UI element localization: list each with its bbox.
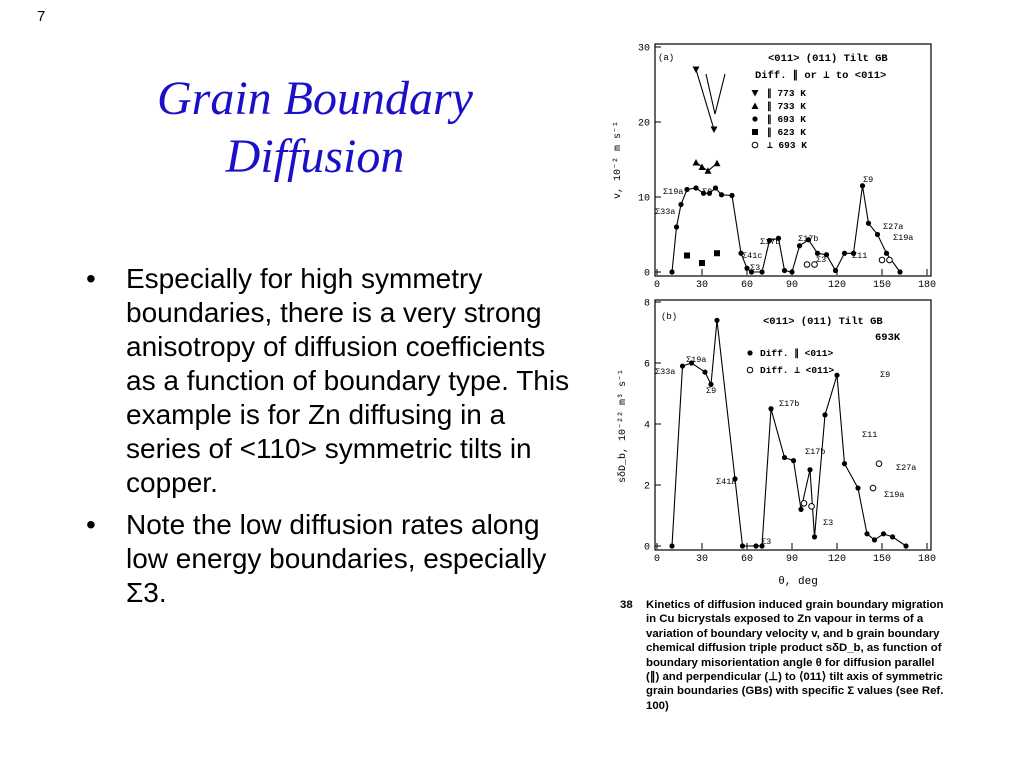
data-point-dot (714, 318, 719, 323)
data-point-dot (890, 534, 895, 539)
x-tick-label: 60 (740, 554, 754, 565)
x-tick-label: 120 (827, 554, 847, 565)
sigma-label: Σ9 (863, 175, 874, 185)
x-tick-label: 0 (653, 280, 661, 291)
bullet-text: Especially for high symmetry boundaries, there is a very strong anisotropy of diffusion coefficients as a function of boundary type. This example is for Zn diffusing in a series of <110> symmetric tilts in copper. (126, 263, 570, 498)
data-point-dot (897, 269, 902, 274)
panel-b-annotations (655, 355, 916, 547)
sigma-label: Σ19a (884, 490, 905, 500)
data-point-square (714, 250, 720, 256)
x-tick-label: 180 (917, 554, 937, 565)
data-point-triangle-down (752, 90, 759, 97)
legend-label: ∥ 693 K (767, 114, 806, 125)
figure-caption (620, 598, 950, 713)
y-tick-label: 0 (643, 542, 650, 554)
data-point-dot (822, 412, 827, 417)
panel-a-title-1: <011> (011) Tilt GB (768, 53, 888, 65)
legend-label: ∥ 773 K (767, 88, 806, 99)
y-tick-label: 4 (643, 420, 650, 432)
data-point-dot (903, 543, 908, 548)
x-tick-label: 120 (827, 280, 847, 291)
arrow-line (715, 74, 725, 114)
slide-number: 7 (37, 8, 46, 25)
x-tick-label: 30 (695, 554, 709, 565)
y-tick-label: 2 (643, 481, 650, 493)
data-point-open (801, 501, 807, 507)
data-point-dot (693, 185, 698, 190)
data-point-dot (719, 192, 724, 197)
x-axis-label: θ, deg (778, 576, 818, 588)
data-point-dot (884, 251, 889, 256)
legend-label: ∥ 623 K (767, 127, 806, 138)
data-point-dot (782, 455, 787, 460)
data-point-dot (713, 185, 718, 190)
data-point-dot (872, 537, 877, 542)
data-point-open (804, 262, 810, 268)
legend-label: ⊥ 693 K (767, 140, 807, 151)
sigma-label: Σ9 (880, 370, 891, 380)
data-point-square (699, 260, 705, 266)
caption-text: Kinetics of diffusion induced grain boundary migration in Cu bicrystals exposed to Zn vapour in terms of a variation of boundary velocity v, and b grain boundary chemical diffusion triple product sδD_b, as function of boundary misorientation angle θ for diffusion parallel (∥) and perpendicular (⊥) to ⟨011⟩ tilt axis of symmetric grain boundaries (GBs) with specific Σ values (see Ref. 100) (646, 599, 944, 712)
sigma-label: Σ17b (779, 399, 800, 409)
data-point-dot (684, 187, 689, 192)
x-tick-label: 150 (872, 280, 892, 291)
y-tick-label: 0 (643, 268, 650, 280)
legend-label: Diff. ∥ <011> (760, 348, 834, 359)
bullet-dot-icon: • (86, 263, 96, 294)
sigma-label: Σ9 (702, 187, 713, 197)
data-point-dot (678, 202, 683, 207)
bullet-list (86, 262, 576, 618)
sigma-label: Σ27a (883, 222, 904, 232)
panel-a-annotations (655, 175, 913, 273)
data-point-open (870, 485, 876, 491)
data-point-triangle-up (714, 160, 721, 167)
data-point-dot (752, 116, 757, 121)
slide-title (60, 70, 570, 186)
data-point-triangle-up (693, 159, 700, 166)
data-point-dot (855, 485, 860, 490)
data-point-dot (807, 467, 812, 472)
sigma-label: Σ11 (852, 251, 868, 261)
data-point-triangle-up (752, 103, 759, 110)
data-point-dot (875, 232, 880, 237)
title-line-2: Diffusion (225, 130, 405, 183)
sigma-label: Σ19a (893, 233, 914, 243)
figure (600, 34, 950, 599)
data-point-dot (812, 534, 817, 539)
data-point-square (752, 129, 758, 135)
panel-b-legend (747, 348, 834, 376)
x-tick-label: 180 (917, 280, 937, 291)
data-point-open (879, 257, 885, 263)
data-point-dot (791, 458, 796, 463)
legend-label: ∥ 733 K (767, 101, 806, 112)
sigma-label: Σ9 (706, 386, 717, 396)
legend-label: Diff. ⊥ <011> (760, 365, 835, 376)
sigma-label: Σ3 (823, 518, 834, 528)
bullet-dot-icon: • (86, 509, 96, 540)
sigma-label: Σ17b (798, 234, 819, 244)
y-tick-label: 20 (637, 118, 650, 130)
chart-panel-b (617, 299, 936, 589)
data-point-dot (798, 507, 803, 512)
sigma-label: Σ3 (816, 255, 827, 265)
data-point-triangle-down (711, 127, 718, 134)
data-point-dot (669, 269, 674, 274)
bullet-item (86, 262, 576, 500)
panel-a-title-2: Diff. ∥ or ⊥ to <011> (755, 70, 887, 82)
x-tick-label: 30 (695, 280, 709, 291)
sigma-label: Σ17b (760, 237, 781, 247)
panel-a-tag: (a) (658, 53, 675, 63)
bullet-item (86, 508, 576, 610)
panel-a-ylabel: v, 10⁻² m s⁻¹ (613, 120, 624, 200)
data-point-dot (789, 269, 794, 274)
data-point-dot (669, 543, 674, 548)
bullet-text: Note the low diffusion rates along low energy boundaries, especially Σ3. (126, 509, 547, 608)
panel-b-title-1: <011> (011) Tilt GB (763, 316, 883, 328)
data-point-dot (747, 350, 752, 355)
x-tick-label: 150 (872, 554, 892, 565)
sigma-label: Σ41a (716, 477, 737, 487)
data-point-dot (833, 268, 838, 273)
data-point-dot (881, 531, 886, 536)
sigma-label: Σ19a (663, 187, 684, 197)
data-point-triangle-down (693, 67, 700, 74)
data-point-open (876, 461, 882, 467)
data-point-dot (782, 268, 787, 273)
sigma-label: Σ33a (655, 367, 676, 377)
panel-b-tag: (b) (661, 312, 678, 322)
y-tick-label: 6 (643, 359, 650, 371)
data-point-dot (866, 221, 871, 226)
sigma-label: Σ11 (862, 430, 878, 440)
data-point-dot (729, 193, 734, 198)
x-tick-label: 90 (785, 280, 799, 291)
data-point-dot (842, 461, 847, 466)
chart-panel-a (613, 44, 936, 292)
data-point-dot (842, 251, 847, 256)
data-point-dot (702, 370, 707, 375)
panel-a-legend (752, 88, 808, 151)
x-tick-label: 0 (653, 554, 661, 565)
y-tick-label: 10 (637, 193, 650, 205)
sigma-label: Σ19a (686, 355, 707, 365)
data-point-dot (680, 363, 685, 368)
data-point-dot (740, 543, 745, 548)
data-point-open (752, 142, 758, 148)
caption-number: 38 (620, 599, 633, 611)
data-point-square (684, 253, 690, 259)
data-point-dot (753, 543, 758, 548)
data-point-dot (864, 531, 869, 536)
x-tick-label: 90 (785, 554, 799, 565)
data-point-open (809, 504, 815, 510)
panel-b-ylabel: sδD_b, 10⁻²² m³ s⁻¹ (618, 368, 629, 484)
title-line-1: Grain Boundary (157, 72, 473, 125)
data-point-dot (744, 266, 749, 271)
data-point-dot (834, 373, 839, 378)
data-point-dot (768, 406, 773, 411)
y-tick-label: 8 (643, 298, 650, 310)
figure-plots (600, 34, 950, 594)
sigma-label: Σ33a (655, 207, 676, 217)
data-point-dot (674, 224, 679, 229)
data-point-open (747, 367, 753, 373)
data-point-open (887, 257, 893, 263)
x-tick-label: 60 (740, 280, 754, 291)
panel-b-title-2: 693K (875, 332, 901, 344)
y-tick-label: 30 (637, 43, 650, 55)
sigma-label: Σ3 (750, 263, 761, 273)
sigma-label: Σ27a (896, 463, 917, 473)
sigma-label: Σ41c (742, 251, 763, 261)
sigma-label: Σ17b (805, 447, 826, 457)
sigma-label: Σ3 (761, 537, 772, 547)
